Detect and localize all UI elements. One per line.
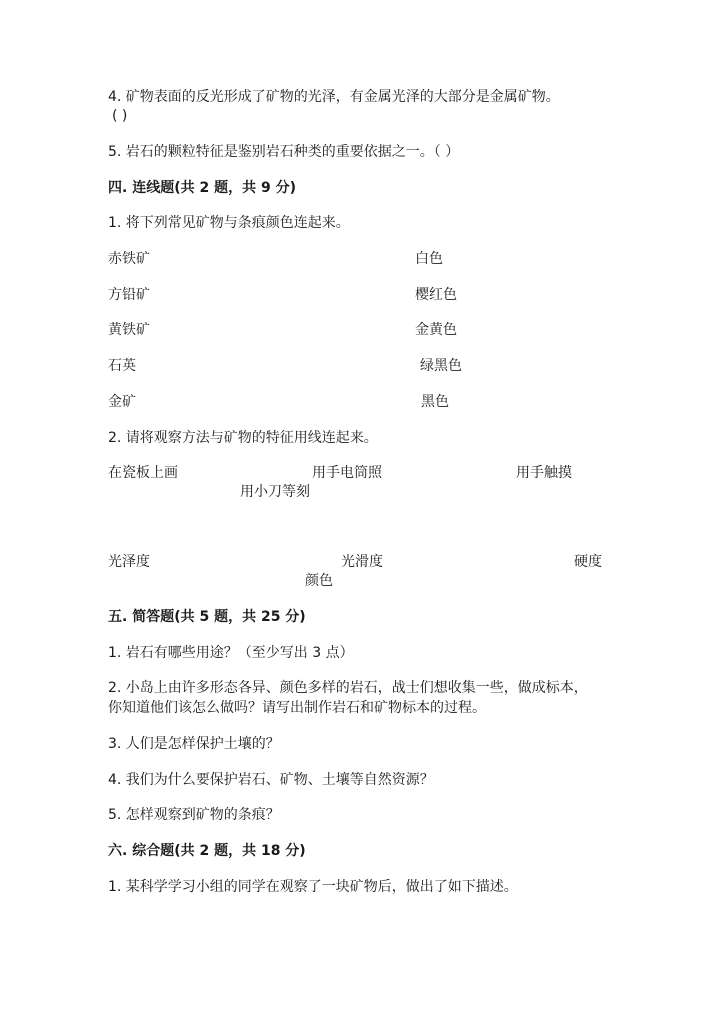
streak-color-item: 绿黑色 (420, 358, 462, 374)
section5-q4: 4. 我们为什么要保护岩石、矿物、土壤等自然资源？ (108, 772, 434, 788)
section5-q1: 1. 岩石有哪些用途？（至少写出 3 点） (108, 645, 354, 661)
section5-q2-line2: 你知道他们该怎么做吗？请写出制作岩石和矿物标本的过程。 (108, 700, 486, 716)
feature-item: 硬度 (574, 554, 602, 570)
mineral-item: 黄铁矿 (108, 322, 150, 338)
mineral-item: 石英 (108, 358, 136, 374)
section4-heading: 四. 连线题(共 2 题，共 9 分) (108, 180, 296, 196)
feature-item: 光泽度 (108, 554, 150, 570)
method-item: 用小刀等刻 (240, 484, 310, 500)
method-item: 在瓷板上画 (108, 465, 178, 481)
mineral-item: 方铅矿 (108, 287, 150, 303)
judgment-q4-answer-blank: ( ) (112, 108, 128, 124)
method-item: 用手电筒照 (312, 465, 382, 481)
section5-q3: 3. 人们是怎样保护土壤的？ (108, 736, 280, 752)
judgment-q5: 5. 岩石的颗粒特征是鉴别岩石种类的重要依据之一。（ ） (108, 144, 460, 160)
section4-q1-prompt: 1. 将下列常见矿物与条痕颜色连起来。 (108, 215, 350, 231)
section6-q1: 1. 某科学学习小组的同学在观察了一块矿物后，做出了如下描述。 (108, 879, 518, 895)
streak-color-item: 黑色 (421, 394, 449, 410)
feature-item: 颜色 (305, 573, 333, 589)
streak-color-item: 樱红色 (415, 287, 457, 303)
mineral-item: 金矿 (108, 394, 136, 410)
streak-color-item: 金黄色 (415, 322, 457, 338)
section5-q2-line1: 2. 小岛上由许多形态各异、颜色多样的岩石，战士们想收集一些，做成标本， (108, 680, 588, 696)
method-item: 用手触摸 (516, 465, 572, 481)
section6-heading: 六. 综合题(共 2 题，共 18 分) (108, 843, 306, 859)
streak-color-item: 白色 (415, 251, 443, 267)
section5-q5: 5. 怎样观察到矿物的条痕？ (108, 807, 280, 823)
judgment-q4-line1: 4. 矿物表面的反光形成了矿物的光泽，有金属光泽的大部分是金属矿物。 (108, 89, 560, 105)
section5-heading: 五. 简答题(共 5 题，共 25 分) (108, 609, 306, 625)
mineral-item: 赤铁矿 (108, 251, 150, 267)
feature-item: 光滑度 (341, 554, 383, 570)
section4-q2-prompt: 2. 请将观察方法与矿物的特征用线连起来。 (108, 430, 378, 446)
